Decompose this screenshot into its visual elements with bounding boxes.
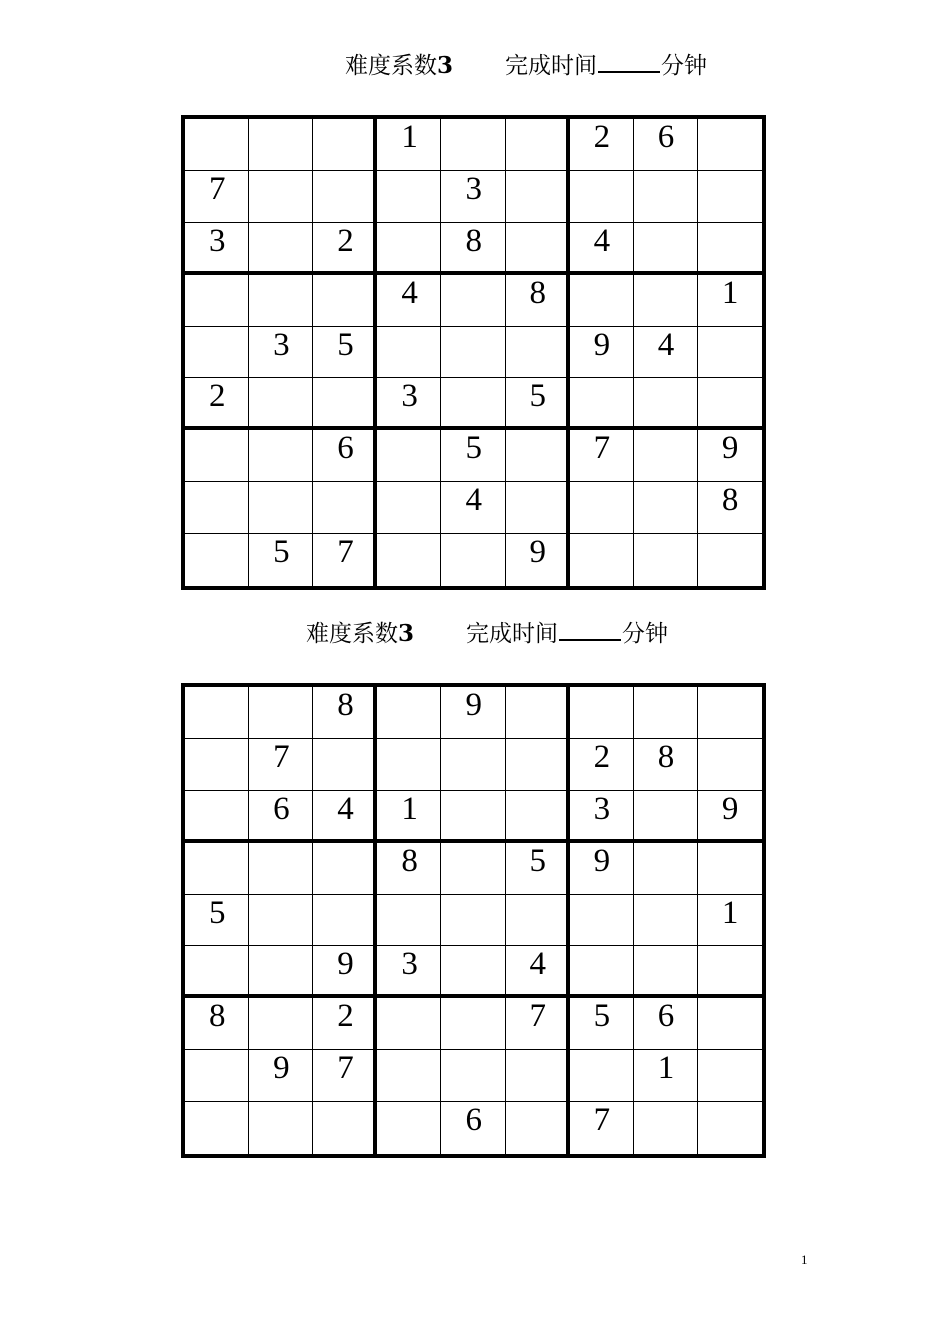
sudoku-cell[interactable] [185,1050,249,1102]
sudoku-cell[interactable] [249,1102,313,1154]
difficulty-level: 3 [437,52,454,79]
sudoku-cell[interactable] [634,946,698,998]
sudoku-cell[interactable] [377,895,441,947]
sudoku-cell[interactable] [249,430,313,482]
sudoku-cell[interactable] [698,534,762,586]
sudoku-cell[interactable] [441,843,505,895]
sudoku-cell[interactable] [185,946,249,998]
sudoku-cell[interactable] [185,534,249,586]
sudoku-cell[interactable] [634,171,698,223]
sudoku-cell[interactable] [377,430,441,482]
sudoku-cell[interactable]: 9 [506,534,570,586]
sudoku-cell[interactable] [441,946,505,998]
sudoku-cell[interactable] [185,430,249,482]
sudoku-cell[interactable] [185,327,249,379]
sudoku-cell[interactable] [377,482,441,534]
sudoku-grid-1 [181,115,766,590]
sudoku-cell[interactable] [698,739,762,791]
sudoku-cell[interactable]: 1 [377,791,441,843]
sudoku-cell[interactable]: 7 [249,739,313,791]
sudoku-cell[interactable] [506,791,570,843]
sudoku-cell[interactable] [506,1102,570,1154]
time-label: 完成时间 [466,621,559,647]
puzzle-2-header [306,615,668,648]
sudoku-cell[interactable] [185,739,249,791]
sudoku-cell[interactable] [441,998,505,1050]
sudoku-cell[interactable]: 9 [249,1050,313,1102]
sudoku-cell[interactable]: 1 [698,895,762,947]
sudoku-cell[interactable]: 9 [698,791,762,843]
time-unit: 分钟 [622,621,669,647]
sudoku-cell[interactable]: 1 [377,119,441,171]
sudoku-cell[interactable]: 9 [313,946,377,998]
sudoku-cell[interactable]: 3 [185,223,249,275]
sudoku-cell[interactable]: 4 [377,275,441,327]
sudoku-cell[interactable] [185,843,249,895]
time-blank[interactable] [598,51,660,73]
sudoku-cell[interactable]: 2 [313,223,377,275]
sudoku-cell[interactable] [313,843,377,895]
sudoku-cell[interactable]: 7 [313,534,377,586]
sudoku-cell[interactable]: 7 [506,998,570,1050]
sudoku-cell[interactable]: 6 [634,998,698,1050]
sudoku-cell[interactable] [185,119,249,171]
sudoku-cell[interactable]: 4 [506,946,570,998]
sudoku-cell[interactable] [441,895,505,947]
sudoku-cell[interactable]: 4 [313,791,377,843]
sudoku-cell[interactable]: 9 [698,430,762,482]
sudoku-cell[interactable]: 7 [313,1050,377,1102]
sudoku-cell[interactable] [698,1102,762,1154]
sudoku-cell[interactable] [441,378,505,430]
sudoku-cell[interactable]: 1 [634,1050,698,1102]
sudoku-cell[interactable]: 5 [506,843,570,895]
sudoku-cell[interactable] [249,946,313,998]
sudoku-cell[interactable] [698,998,762,1050]
sudoku-cell[interactable]: 3 [249,327,313,379]
sudoku-cell[interactable]: 9 [570,327,634,379]
sudoku-cell[interactable]: 1 [698,275,762,327]
sudoku-cell[interactable] [634,791,698,843]
sudoku-cell[interactable]: 5 [185,895,249,947]
time-label: 完成时间 [505,53,598,79]
sudoku-cell[interactable]: 8 [377,843,441,895]
sudoku-cell[interactable] [570,482,634,534]
sudoku-cell[interactable] [377,1102,441,1154]
sudoku-cell[interactable] [570,687,634,739]
sudoku-cell[interactable] [506,739,570,791]
sudoku-cell[interactable] [506,119,570,171]
sudoku-cell[interactable] [506,482,570,534]
sudoku-cell[interactable] [570,534,634,586]
sudoku-cell[interactable]: 5 [506,378,570,430]
sudoku-cell[interactable] [441,119,505,171]
sudoku-cell[interactable]: 4 [570,223,634,275]
sudoku-cell[interactable] [249,895,313,947]
sudoku-cell[interactable] [570,946,634,998]
sudoku-cell[interactable] [634,275,698,327]
sudoku-grid-2 [181,683,766,1158]
sudoku-cell[interactable] [249,275,313,327]
sudoku-cell[interactable] [313,895,377,947]
sudoku-cell[interactable] [570,1050,634,1102]
page-number: 1 [801,1252,808,1267]
sudoku-cell[interactable]: 4 [634,327,698,379]
sudoku-cell[interactable] [441,739,505,791]
sudoku-cell[interactable] [313,275,377,327]
sudoku-cell[interactable] [441,791,505,843]
sudoku-cell[interactable] [377,223,441,275]
sudoku-cell[interactable] [441,534,505,586]
sudoku-cell[interactable] [634,843,698,895]
sudoku-cell[interactable] [506,223,570,275]
sudoku-cell[interactable] [634,1102,698,1154]
sudoku-cell[interactable]: 8 [185,998,249,1050]
sudoku-cell[interactable] [313,119,377,171]
sudoku-cell[interactable] [570,275,634,327]
difficulty-label: 难度系数 [345,53,437,79]
sudoku-cell[interactable] [506,327,570,379]
sudoku-cell[interactable] [698,843,762,895]
sudoku-cell[interactable]: 5 [249,534,313,586]
sudoku-cell[interactable] [313,739,377,791]
sudoku-cell[interactable]: 7 [570,430,634,482]
sudoku-cell[interactable] [634,223,698,275]
sudoku-cell[interactable]: 3 [570,791,634,843]
sudoku-cell[interactable]: 8 [441,223,505,275]
sudoku-cell[interactable] [249,482,313,534]
sudoku-cell[interactable] [249,378,313,430]
sudoku-cell[interactable] [185,275,249,327]
time-unit: 分钟 [661,53,708,79]
sudoku-cell[interactable] [313,378,377,430]
sudoku-cell[interactable] [313,1102,377,1154]
sudoku-cell[interactable]: 5 [570,998,634,1050]
sudoku-cell[interactable] [377,998,441,1050]
sudoku-cell[interactable] [634,378,698,430]
sudoku-cell[interactable]: 9 [570,843,634,895]
sudoku-cell[interactable] [185,482,249,534]
sudoku-cell[interactable] [698,171,762,223]
sudoku-cell[interactable] [313,171,377,223]
sudoku-cell[interactable]: 6 [313,430,377,482]
sudoku-cell[interactable]: 2 [185,378,249,430]
sudoku-cell[interactable] [698,946,762,998]
sudoku-cell[interactable] [185,791,249,843]
puzzle-1-header [345,47,707,80]
sudoku-cell[interactable] [185,687,249,739]
sudoku-cell[interactable]: 7 [570,1102,634,1154]
sudoku-cell[interactable] [634,687,698,739]
sudoku-cell[interactable] [441,1050,505,1102]
sudoku-cell[interactable]: 8 [634,739,698,791]
sudoku-cell[interactable]: 2 [313,998,377,1050]
time-blank[interactable] [559,619,621,641]
sudoku-cell[interactable]: 6 [634,119,698,171]
sudoku-cell[interactable] [506,171,570,223]
sudoku-cell[interactable]: 3 [377,946,441,998]
sudoku-cell[interactable] [634,534,698,586]
sudoku-cell[interactable] [570,171,634,223]
sudoku-cell[interactable]: 2 [570,739,634,791]
sudoku-cell[interactable]: 4 [441,482,505,534]
sudoku-cell[interactable] [634,482,698,534]
sudoku-cell[interactable]: 8 [313,687,377,739]
sudoku-cell[interactable] [506,430,570,482]
sudoku-cell[interactable]: 7 [185,171,249,223]
sudoku-cell[interactable] [377,534,441,586]
sudoku-cell[interactable]: 8 [698,482,762,534]
sudoku-cell[interactable] [185,1102,249,1154]
sudoku-cell[interactable] [698,378,762,430]
sudoku-cell[interactable] [249,171,313,223]
sudoku-cell[interactable] [570,895,634,947]
sudoku-cell[interactable] [377,327,441,379]
sudoku-cell[interactable] [249,119,313,171]
difficulty-label: 难度系数 [306,621,398,647]
sudoku-cell[interactable]: 5 [313,327,377,379]
sudoku-cell[interactable] [698,119,762,171]
sudoku-cell[interactable] [249,223,313,275]
sudoku-cell[interactable] [313,482,377,534]
sudoku-cell[interactable] [698,223,762,275]
sudoku-cell[interactable] [249,687,313,739]
sudoku-cell[interactable] [570,378,634,430]
sudoku-cell[interactable] [698,1050,762,1102]
sudoku-cell[interactable] [698,327,762,379]
sudoku-cell[interactable]: 2 [570,119,634,171]
sudoku-cell[interactable] [506,895,570,947]
sudoku-cell[interactable] [506,687,570,739]
sudoku-cell[interactable]: 8 [506,275,570,327]
sudoku-cell[interactable]: 6 [441,1102,505,1154]
sudoku-cell[interactable] [377,687,441,739]
sudoku-cell[interactable] [249,998,313,1050]
sudoku-cell[interactable]: 5 [441,430,505,482]
sudoku-cell[interactable] [634,430,698,482]
sudoku-cell[interactable] [634,895,698,947]
sudoku-cell[interactable] [377,739,441,791]
sudoku-cell[interactable] [249,843,313,895]
sudoku-cell[interactable] [441,327,505,379]
sudoku-cell[interactable] [377,1050,441,1102]
sudoku-cell[interactable] [441,275,505,327]
sudoku-cell[interactable]: 3 [377,378,441,430]
sudoku-cell[interactable] [506,1050,570,1102]
sudoku-cell[interactable]: 9 [441,687,505,739]
sudoku-cell[interactable] [698,687,762,739]
difficulty-level: 3 [398,620,415,647]
sudoku-cell[interactable] [377,171,441,223]
sudoku-cell[interactable]: 6 [249,791,313,843]
sudoku-cell[interactable]: 3 [441,171,505,223]
